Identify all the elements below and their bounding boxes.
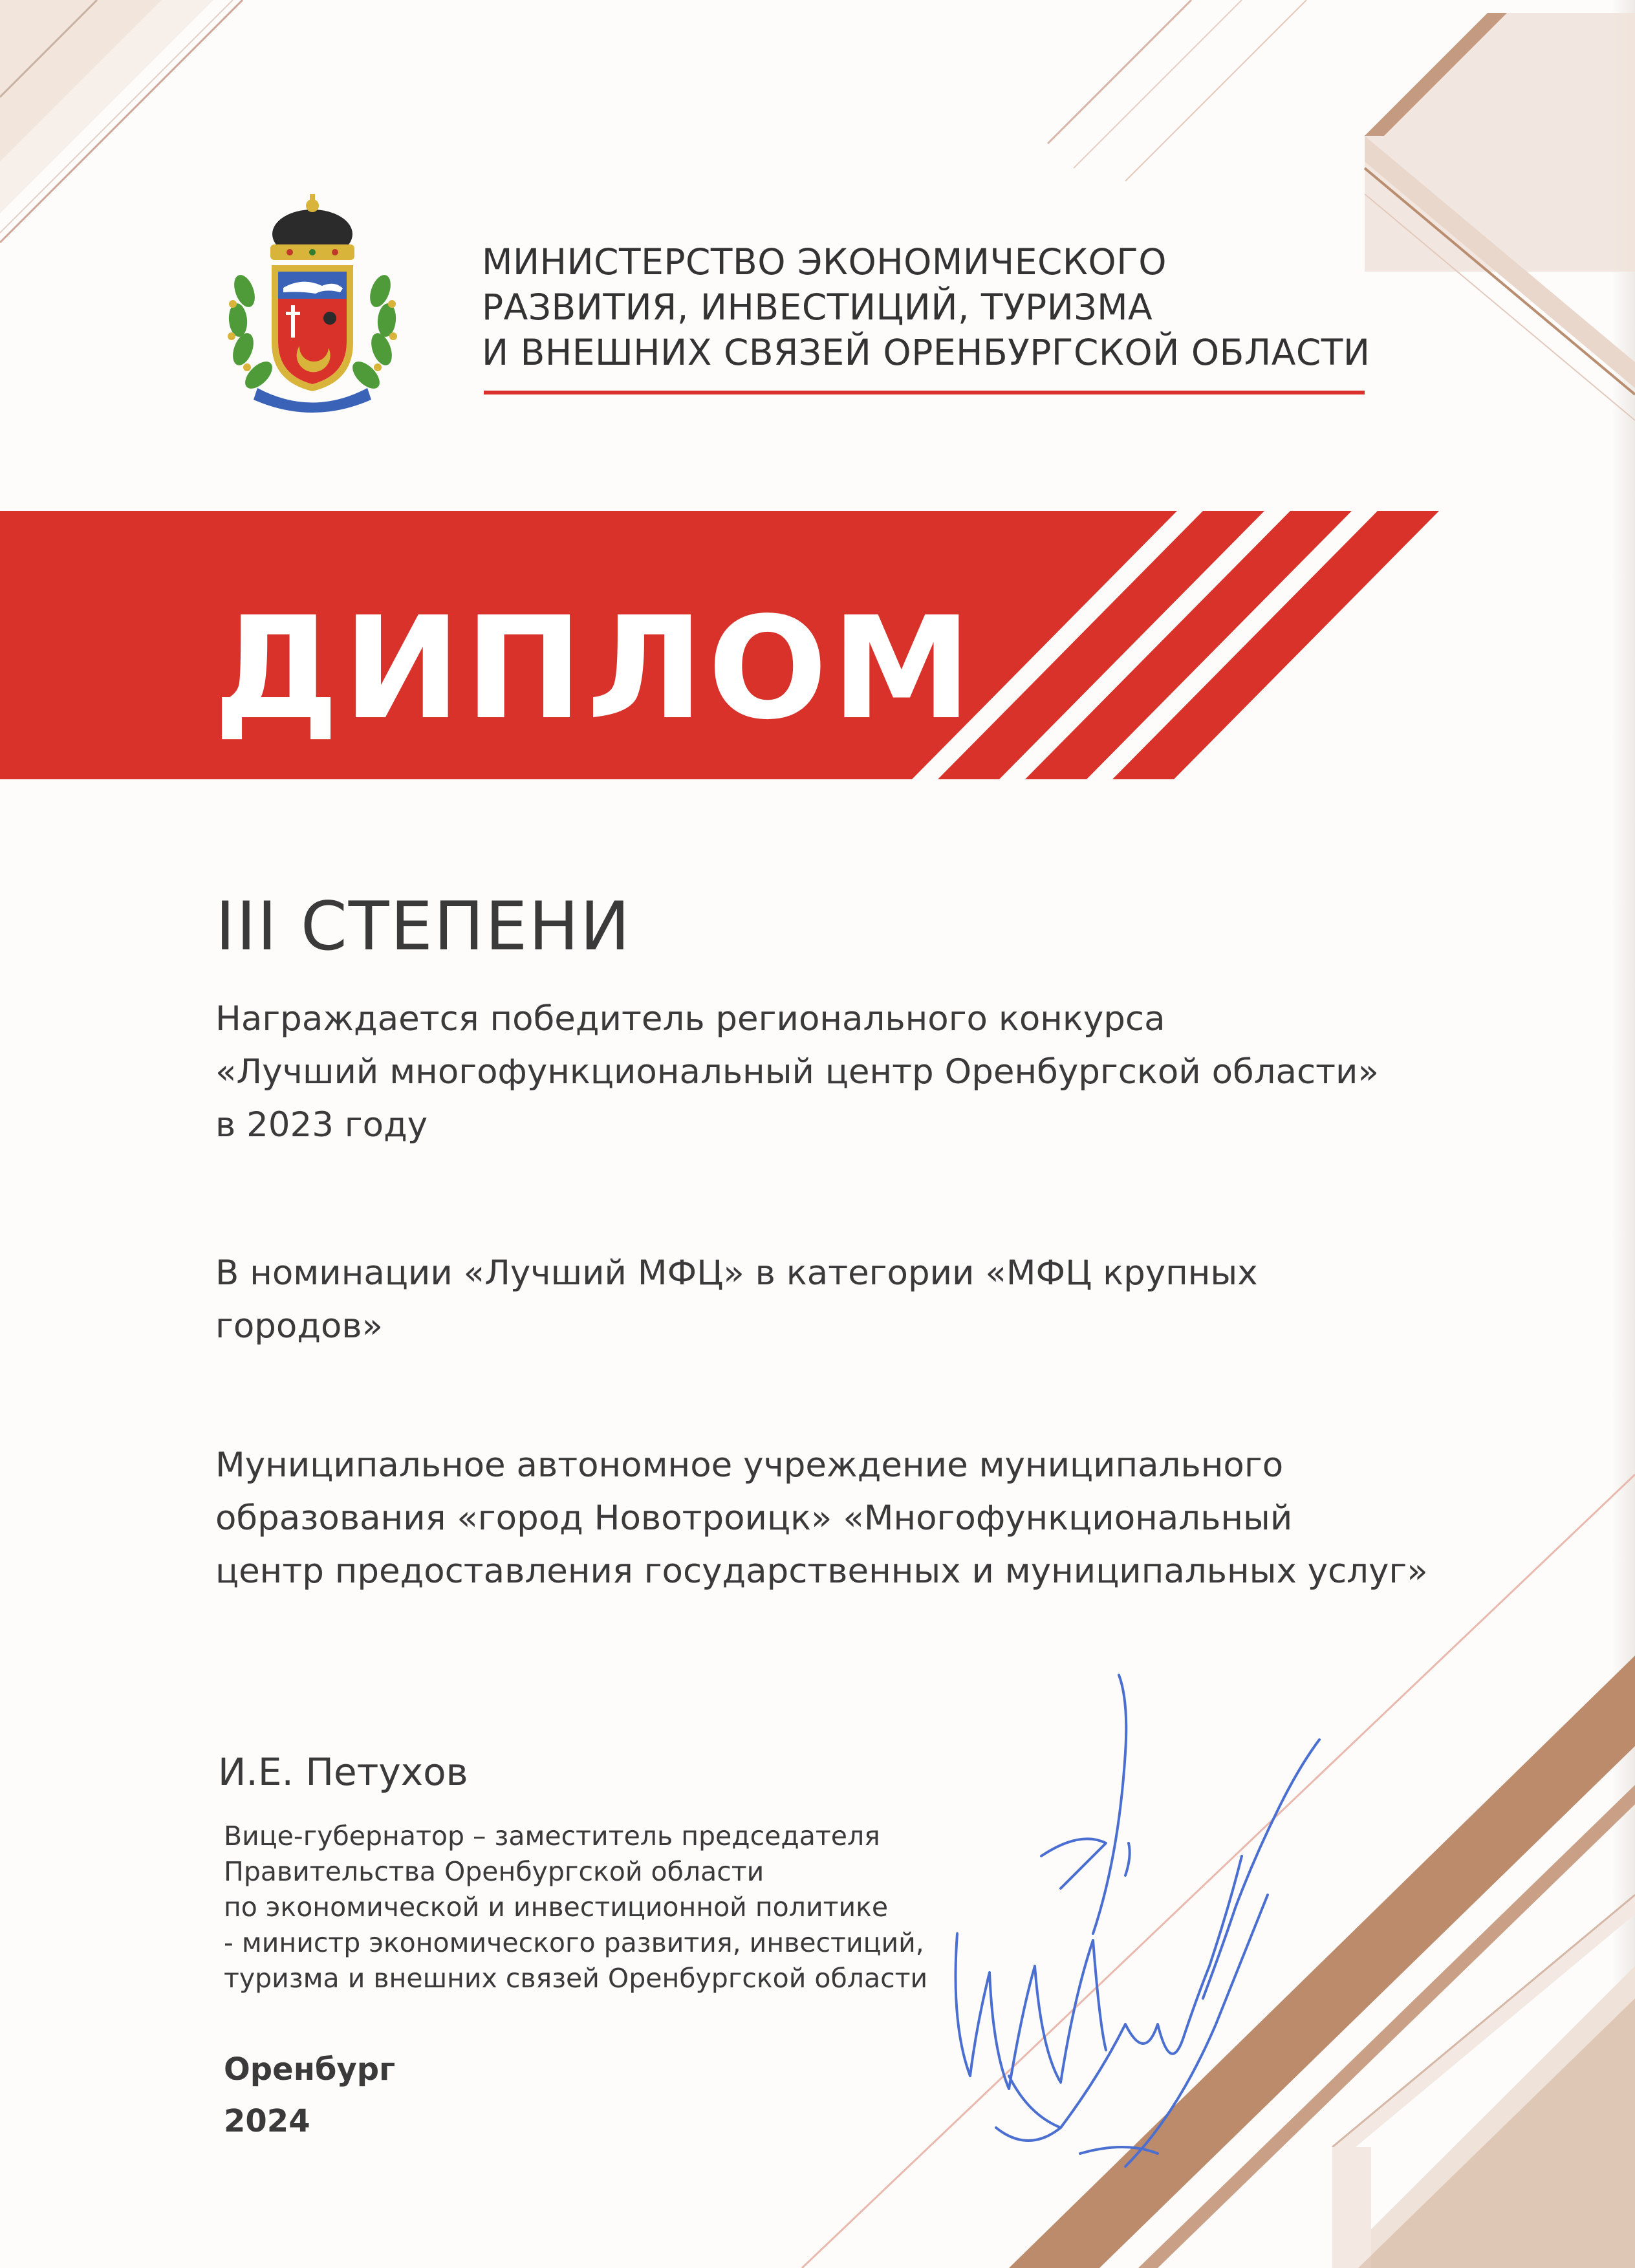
award-line-2: «Лучший многофункциональный центр Оренбургской области»	[215, 1052, 1379, 1092]
ministry-name	[482, 239, 1374, 375]
signatory-name: И.Е. Петухов	[218, 1750, 468, 1794]
year: 2024	[224, 2103, 310, 2139]
recipient-paragraph	[215, 1439, 1509, 1598]
award-paragraph	[215, 993, 1509, 1152]
ministry-line-1: МИНИСТЕРСТВО ЭКОНОМИЧЕСКОГО	[482, 241, 1167, 283]
ministry-line-2: РАЗВИТИЯ, ИНВЕСТИЦИЙ, ТУРИЗМА	[482, 286, 1153, 328]
position-line-2: Правительства Оренбургской области	[224, 1856, 764, 1887]
position-line-4: - министр экономического развития, инвестиций,	[224, 1927, 924, 1958]
award-line-1: Награждается победитель регионального конкурса	[215, 999, 1165, 1039]
diploma-title: ДИПЛОМ	[213, 587, 976, 751]
ministry-underline	[484, 391, 1365, 394]
recipient-line-1: Муниципальное автономное учреждение муниципального	[215, 1445, 1284, 1485]
recipient-line-3: центр предоставления государственных и муниципальных услуг»	[215, 1551, 1428, 1591]
city: Оренбург	[224, 2051, 396, 2088]
top-right-beige-slab	[1365, 13, 1635, 272]
award-line-3: в 2023 году	[215, 1105, 428, 1145]
signatory-position	[224, 1819, 927, 1996]
nomination-line-2: городов»	[215, 1306, 384, 1346]
diploma-degree: III СТЕПЕНИ	[215, 888, 631, 966]
ministry-line-3: И ВНЕШНИХ СВЯЗЕЙ ОРЕНБУРГСКОЙ ОБЛАСТИ	[482, 332, 1370, 373]
handwritten-signature	[931, 1662, 1332, 2192]
position-line-1: Вице-губернатор – заместитель председателя	[224, 1820, 880, 1852]
position-line-5: туризма и внешних связей Оренбургской области	[224, 1963, 928, 1994]
nomination-line-1: В номинации «Лучший МФЦ» в категории «МФЦ крупных	[215, 1253, 1258, 1293]
recipient-line-2: образования «город Новотроицк» «Многофункциональный	[215, 1498, 1293, 1538]
nomination-paragraph	[215, 1247, 1509, 1353]
position-line-3: по экономической и инвестиционной политике	[224, 1892, 889, 1923]
coat-of-arms-emblem	[219, 194, 406, 414]
